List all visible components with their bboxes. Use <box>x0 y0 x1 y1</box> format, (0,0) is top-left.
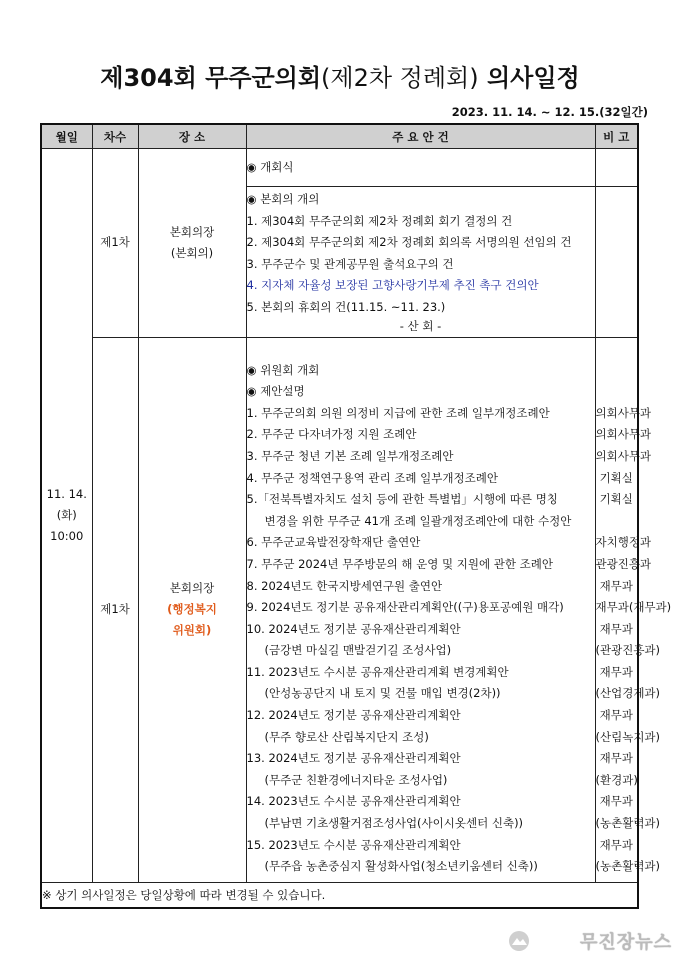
table-row <box>41 149 638 187</box>
footnote: ※ 상기 의사일정은 당일상황에 따라 변경될 수 있습니다. <box>41 882 638 908</box>
agenda-committee: ◉ 위원회 개회 ◉ 제안설명 1. 무주군의회 의원 의정비 지급에 관한 조례 일부개정조례안 2. 무주군 다자녀가정 지원 조례안 3. 무주군 청년 기본 조례 일부개정조례안 4. 무주군 정책연구용역 관리 조례 일부개정조례안 5.「전북특별자치도 설치 등에 관한 특별법」시행에 따른 명칭 변경을 위한 무주군 41개 조례 일괄개정조례안에 대한 수정안 6. 무주군교육발전장학재단 출연안 7. 무주군 2024년 무주방문의 해 운영 및 지원에 관한 조례안 8. 2024년도 한국지방세연구원 출연안 9. 2024년도 정기분 공유재산관리계획안((구)용포공예원 매각) 10. 2024년도 정기분 공유재산관리계획안 (금강변 마실길 맨발걷기길 조성사업) 11. 2023년도 수시분 공유재산관리계획 변경계획안 (안성농공단지 내 토지 및 건물 매입 변경(2차)) 12. 2024년도 정기분 공유재산관리계획안 (무주 향로산 산림복지단지 조성) 13. 2024년도 정기분 공유재산관리계획안 (무주군 친환경에너지타운 조성사업) 14. 2023년도 수시분 공유재산관리계획안 (부남면 기초생활거점조성사업(사이시옷센터 신축)) 15. 2023년도 수시분 공유재산관리계획안 (무주읍 농촌중심지 활성화사업(청소년키움센터 신축)) <box>246 337 595 882</box>
table-header-row <box>41 124 638 149</box>
agenda-opening: ◉ 개회식 <box>246 149 595 187</box>
agenda-plenary: ◉ 본회의 개의 1. 제304회 무주군의회 제2차 정례회 회기 결정의 건 2. 제304회 무주군의회 제2차 정례회 회의록 서명의원 선임의 건 3. 무주군수 및 관계공무원 출석요구의 건 4. 지자체 자율성 보장된 고향사랑기부제 추진 촉구 건의안 5. 본회의 휴회의 건(11.15. ~11. 23.) - 산 회 - <box>246 187 595 338</box>
header-date: 월일 <box>41 124 92 149</box>
schedule-table <box>40 123 672 909</box>
page-title: 제304회 무주군의회(제2차 정례회) 의사일정 <box>100 64 580 92</box>
round-cell: 제1차 <box>92 149 138 338</box>
watermark: 무진장뉴스 <box>580 932 672 953</box>
remark-cell <box>595 187 638 338</box>
header-round: 차수 <box>92 124 138 149</box>
watermark-logo-icon <box>508 930 530 952</box>
place-cell: 본회의장 (행정복지 위원회) <box>138 337 246 882</box>
place-cell: 본회의장 (본회의) <box>138 149 246 338</box>
note-row <box>41 882 638 908</box>
header-place: 장 소 <box>138 124 246 149</box>
header-agenda: 주 요 안 건 <box>246 124 595 149</box>
date-cell: 11. 14. (화) 10:00 <box>41 149 92 883</box>
remark-cell <box>595 149 638 187</box>
table-row <box>41 337 638 882</box>
remarks-column: 의회사무과 의회사무과 의회사무과 기획실 기획실 자치행정과 관광진흥과 재무과 재무과(재무과) 재무과 (관광진흥과) 재무과 (산업경제과) 재무과 (산림녹지과) 재무과 (환경과) 재무과 (농촌활력과) 재무과 (농촌활력과) <box>595 337 638 882</box>
session-period: 2023. 11. 14. ~ 12. 15.(32일간) <box>451 105 648 119</box>
round-cell: 제1차 <box>92 337 138 882</box>
header-remarks: 비 고 <box>595 124 638 149</box>
